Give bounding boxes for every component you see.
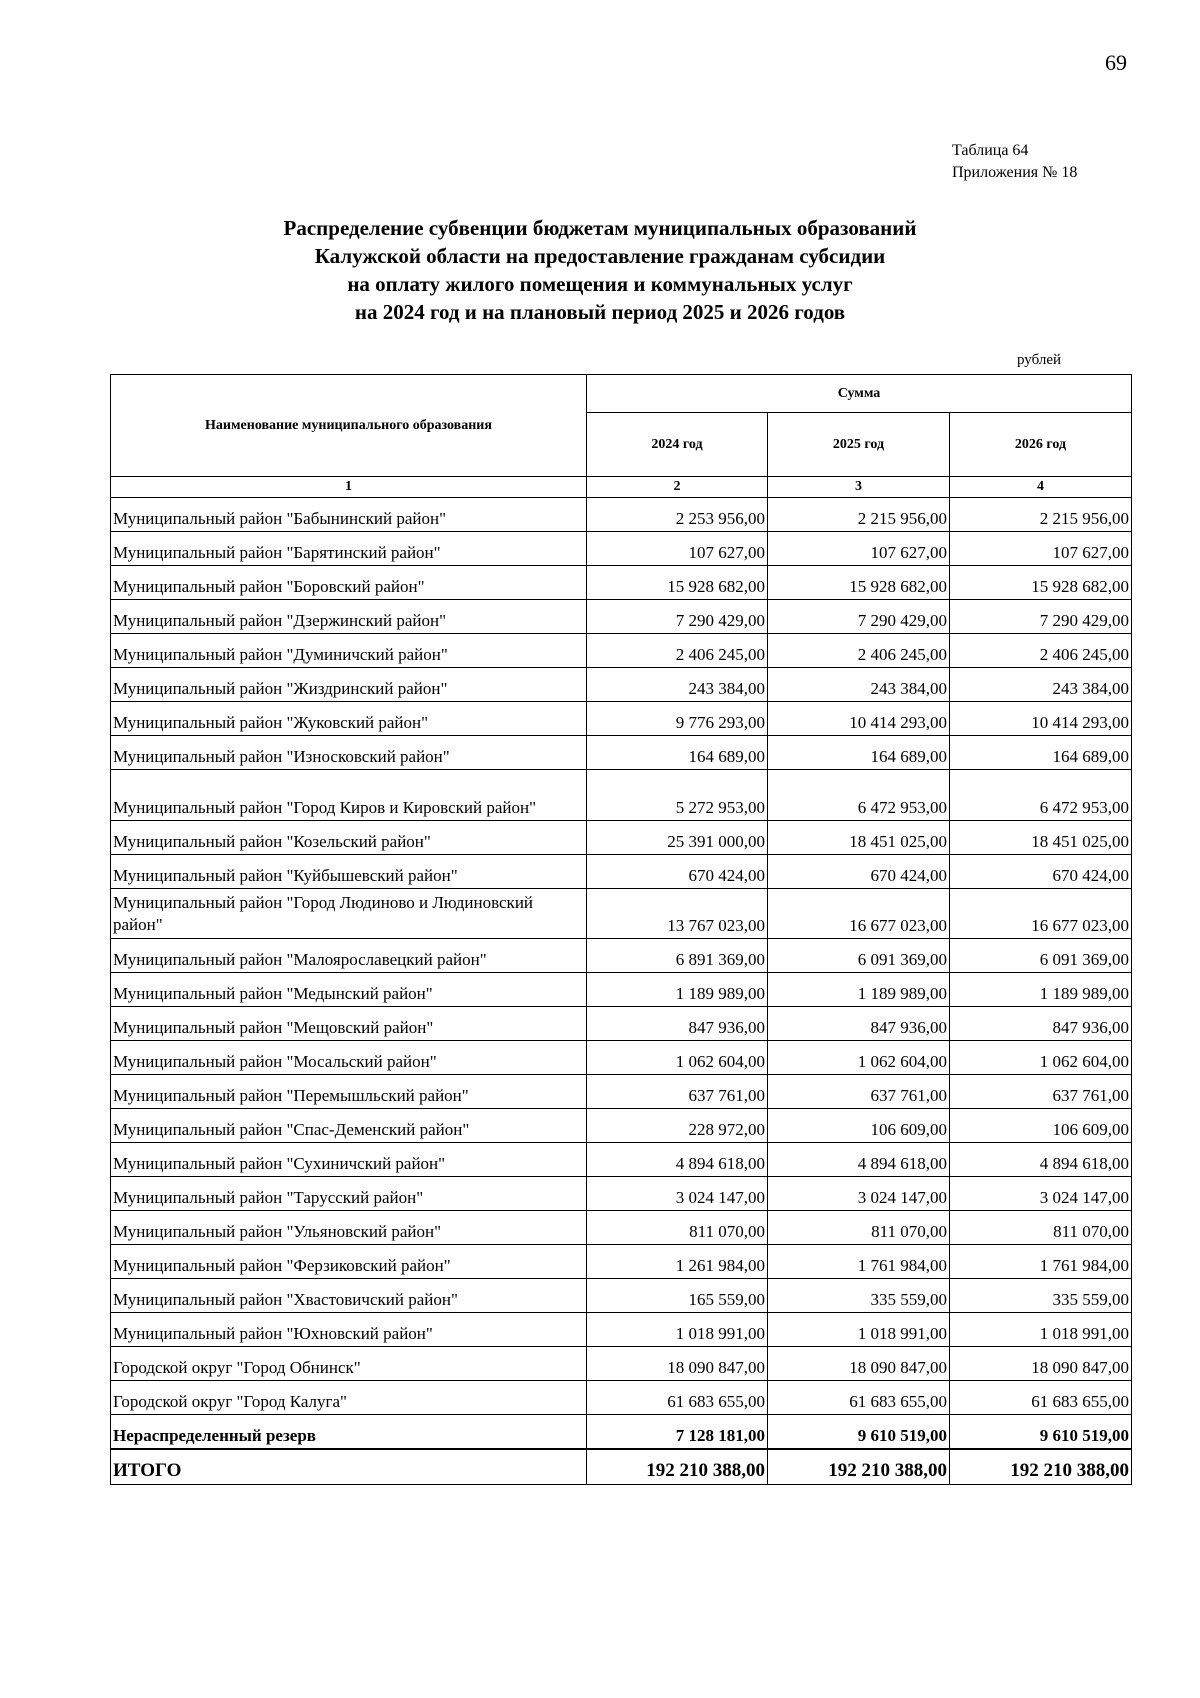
amount-2025: 164 689,00 — [768, 736, 950, 770]
municipality-name: ИТОГО — [111, 1449, 587, 1485]
table-row — [111, 498, 1132, 532]
amount-2026: 2 215 956,00 — [950, 498, 1132, 532]
amount-2026: 811 070,00 — [950, 1211, 1132, 1245]
amount-2026: 1 189 989,00 — [950, 973, 1132, 1007]
table-row — [111, 939, 1132, 973]
amount-2024: 9 776 293,00 — [587, 702, 768, 736]
amount-2024: 2 253 956,00 — [587, 498, 768, 532]
amount-2025: 6 091 369,00 — [768, 939, 950, 973]
municipality-name: Муниципальный район "Мещовский район" — [111, 1007, 587, 1041]
amount-2025: 16 677 023,00 — [768, 889, 950, 939]
municipality-name: Муниципальный район "Малоярославецкий район" — [111, 939, 587, 973]
amount-2025: 847 936,00 — [768, 1007, 950, 1041]
municipality-name: Муниципальный район "Куйбышевский район" — [111, 855, 587, 889]
column-number: 4 — [950, 477, 1132, 498]
municipality-name: Муниципальный район "Барятинский район" — [111, 532, 587, 566]
amount-2026: 6 091 369,00 — [950, 939, 1132, 973]
municipality-name: Муниципальный район "Мосальский район" — [111, 1041, 587, 1075]
amount-2025: 1 189 989,00 — [768, 973, 950, 1007]
amount-2026: 1 761 984,00 — [950, 1245, 1132, 1279]
table-row — [111, 566, 1132, 600]
amount-2026: 61 683 655,00 — [950, 1381, 1132, 1415]
table-row — [111, 1041, 1132, 1075]
municipality-name: Муниципальный район "Козельский район" — [111, 821, 587, 855]
header-year-2024: 2024 год — [587, 413, 768, 477]
header-municipality: Наименование муниципального образования — [111, 375, 587, 477]
amount-2024: 1 018 991,00 — [587, 1313, 768, 1347]
amount-2026: 18 090 847,00 — [950, 1347, 1132, 1381]
title-line: на оплату жилого помещения и коммунальных услуг — [347, 272, 853, 296]
table-row — [111, 1109, 1132, 1143]
amount-2026: 1 062 604,00 — [950, 1041, 1132, 1075]
amount-2025: 61 683 655,00 — [768, 1381, 950, 1415]
table-row — [111, 1313, 1132, 1347]
amount-2025: 2 406 245,00 — [768, 634, 950, 668]
column-number: 2 — [587, 477, 768, 498]
table-row — [111, 1211, 1132, 1245]
amount-2024: 228 972,00 — [587, 1109, 768, 1143]
amount-2026: 670 424,00 — [950, 855, 1132, 889]
table-row — [111, 1143, 1132, 1177]
amount-2026: 3 024 147,00 — [950, 1177, 1132, 1211]
municipality-name: Муниципальный район "Ульяновский район" — [111, 1211, 587, 1245]
page-number: 69 — [1105, 50, 1127, 75]
table-row — [111, 855, 1132, 889]
total-row — [111, 1449, 1132, 1485]
amount-2025: 15 928 682,00 — [768, 566, 950, 600]
amount-2026: 6 472 953,00 — [950, 770, 1132, 821]
amount-2026: 18 451 025,00 — [950, 821, 1132, 855]
amount-2025: 9 610 519,00 — [768, 1415, 950, 1450]
amount-2024: 165 559,00 — [587, 1279, 768, 1313]
municipality-name: Муниципальный район "Думиничский район" — [111, 634, 587, 668]
table-body — [111, 498, 1132, 1485]
amount-2026: 637 761,00 — [950, 1075, 1132, 1109]
amount-2026: 15 928 682,00 — [950, 566, 1132, 600]
column-number: 3 — [768, 477, 950, 498]
table-number: Таблица 64 — [952, 142, 1029, 159]
municipality-name: Муниципальный район "Сухиничский район" — [111, 1143, 587, 1177]
amount-2024: 7 128 181,00 — [587, 1415, 768, 1450]
amount-2025: 192 210 388,00 — [768, 1449, 950, 1485]
amount-2026: 847 936,00 — [950, 1007, 1132, 1041]
amount-2025: 1 761 984,00 — [768, 1245, 950, 1279]
municipality-name: Муниципальный район "Бабынинский район" — [111, 498, 587, 532]
table-row — [111, 973, 1132, 1007]
amount-2024: 25 391 000,00 — [587, 821, 768, 855]
amount-2026: 9 610 519,00 — [950, 1415, 1132, 1450]
amount-2024: 243 384,00 — [587, 668, 768, 702]
table-row — [111, 1415, 1132, 1450]
amount-2024: 1 189 989,00 — [587, 973, 768, 1007]
amount-2025: 18 090 847,00 — [768, 1347, 950, 1381]
table-row — [111, 1279, 1132, 1313]
amount-2026: 192 210 388,00 — [950, 1449, 1132, 1485]
amount-2026: 335 559,00 — [950, 1279, 1132, 1313]
table-row — [111, 1075, 1132, 1109]
amount-2025: 106 609,00 — [768, 1109, 950, 1143]
municipality-name: Муниципальный район "Юхновский район" — [111, 1313, 587, 1347]
table-row — [111, 770, 1132, 821]
amount-2024: 3 024 147,00 — [587, 1177, 768, 1211]
title-line: Распределение субвенции бюджетам муниципальных образований — [283, 216, 917, 240]
amount-2025: 2 215 956,00 — [768, 498, 950, 532]
amount-2025: 243 384,00 — [768, 668, 950, 702]
amount-2024: 164 689,00 — [587, 736, 768, 770]
amount-2025: 811 070,00 — [768, 1211, 950, 1245]
table-row — [111, 1245, 1132, 1279]
column-number: 1 — [111, 477, 587, 498]
amount-2025: 3 024 147,00 — [768, 1177, 950, 1211]
subvention-table — [110, 374, 1132, 1485]
amount-2025: 1 062 604,00 — [768, 1041, 950, 1075]
table-row — [111, 1381, 1132, 1415]
amount-2024: 1 261 984,00 — [587, 1245, 768, 1279]
table-row — [111, 600, 1132, 634]
amount-2024: 670 424,00 — [587, 855, 768, 889]
table-row — [111, 634, 1132, 668]
amount-2025: 107 627,00 — [768, 532, 950, 566]
municipality-name: Муниципальный район "Боровский район" — [111, 566, 587, 600]
amount-2025: 18 451 025,00 — [768, 821, 950, 855]
amount-2025: 1 018 991,00 — [768, 1313, 950, 1347]
header-year-2026: 2026 год — [950, 413, 1132, 477]
header-sum: Сумма — [587, 375, 1132, 413]
municipality-name: Муниципальный район "Тарусский район" — [111, 1177, 587, 1211]
amount-2025: 10 414 293,00 — [768, 702, 950, 736]
amount-2024: 847 936,00 — [587, 1007, 768, 1041]
document-title — [0, 214, 1200, 326]
amount-2025: 7 290 429,00 — [768, 600, 950, 634]
municipality-name: Муниципальный район "Спас-Деменский район" — [111, 1109, 587, 1143]
amount-2026: 4 894 618,00 — [950, 1143, 1132, 1177]
amount-2025: 670 424,00 — [768, 855, 950, 889]
title-line: Калужской области на предоставление гражданам субсидии — [314, 244, 886, 268]
table-row — [111, 668, 1132, 702]
amount-2025: 637 761,00 — [768, 1075, 950, 1109]
municipality-name: Муниципальный район "Медынский район" — [111, 973, 587, 1007]
amount-2026: 164 689,00 — [950, 736, 1132, 770]
amount-2024: 107 627,00 — [587, 532, 768, 566]
amount-2026: 7 290 429,00 — [950, 600, 1132, 634]
municipality-name: Нераспределенный резерв — [111, 1415, 587, 1450]
amount-2025: 4 894 618,00 — [768, 1143, 950, 1177]
municipality-name: Муниципальный район "Перемышльский район" — [111, 1075, 587, 1109]
amount-2024: 192 210 388,00 — [587, 1449, 768, 1485]
header-year-2025: 2025 год — [768, 413, 950, 477]
amount-2026: 107 627,00 — [950, 532, 1132, 566]
table-row — [111, 702, 1132, 736]
amount-2024: 18 090 847,00 — [587, 1347, 768, 1381]
municipality-name: Муниципальный район "Хвастовичский район" — [111, 1279, 587, 1313]
amount-2026: 1 018 991,00 — [950, 1313, 1132, 1347]
amount-2026: 243 384,00 — [950, 668, 1132, 702]
amount-2024: 5 272 953,00 — [587, 770, 768, 821]
municipality-name: Муниципальный район "Ферзиковский район" — [111, 1245, 587, 1279]
title-line: на 2024 год и на плановый период 2025 и 2026 годов — [354, 300, 846, 324]
amount-2025: 335 559,00 — [768, 1279, 950, 1313]
units-label: рублей — [1017, 352, 1062, 368]
amount-2024: 811 070,00 — [587, 1211, 768, 1245]
table-row — [111, 532, 1132, 566]
table-row — [111, 889, 1132, 939]
table-reference — [952, 140, 1077, 184]
amount-2026: 10 414 293,00 — [950, 702, 1132, 736]
amount-2024: 15 928 682,00 — [587, 566, 768, 600]
amount-2024: 1 062 604,00 — [587, 1041, 768, 1075]
table-row — [111, 1007, 1132, 1041]
amount-2024: 13 767 023,00 — [587, 889, 768, 939]
table-row — [111, 821, 1132, 855]
appendix-number: Приложения № 18 — [952, 164, 1078, 181]
municipality-name: Муниципальный район "Жиздринский район" — [111, 668, 587, 702]
amount-2026: 16 677 023,00 — [950, 889, 1132, 939]
municipality-name: Городской округ "Город Обнинск" — [111, 1347, 587, 1381]
amount-2024: 637 761,00 — [587, 1075, 768, 1109]
amount-2025: 6 472 953,00 — [768, 770, 950, 821]
municipality-name: Городской округ "Город Калуга" — [111, 1381, 587, 1415]
municipality-name: Муниципальный район "Город Людиново и Людиновский район" — [111, 889, 587, 939]
municipality-name: Муниципальный район "Жуковский район" — [111, 702, 587, 736]
amount-2026: 2 406 245,00 — [950, 634, 1132, 668]
municipality-name: Муниципальный район "Дзержинский район" — [111, 600, 587, 634]
municipality-name: Муниципальный район "Износковский район" — [111, 736, 587, 770]
table-row — [111, 736, 1132, 770]
table-row — [111, 1177, 1132, 1211]
amount-2024: 6 891 369,00 — [587, 939, 768, 973]
amount-2024: 7 290 429,00 — [587, 600, 768, 634]
table-row — [111, 1347, 1132, 1381]
municipality-name: Муниципальный район "Город Киров и Кировский район" — [111, 770, 587, 821]
amount-2026: 106 609,00 — [950, 1109, 1132, 1143]
amount-2024: 4 894 618,00 — [587, 1143, 768, 1177]
amount-2024: 2 406 245,00 — [587, 634, 768, 668]
amount-2024: 61 683 655,00 — [587, 1381, 768, 1415]
